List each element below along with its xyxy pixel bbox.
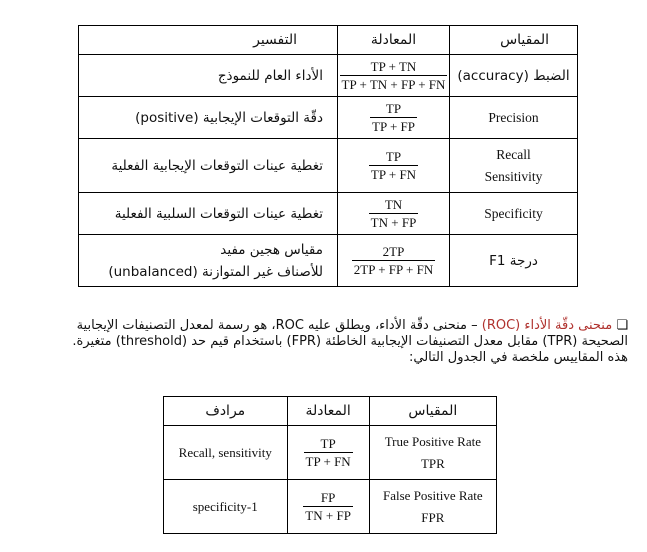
denominator: TP + FP — [372, 119, 415, 134]
metric-line-2: FPR — [421, 509, 445, 525]
roc-metrics-table — [163, 396, 497, 534]
table-row-precision — [79, 97, 578, 139]
explanation-cell: تغطية عينات التوقعات السلبية الفعلية — [79, 193, 338, 235]
numerator: 2TP — [382, 244, 405, 259]
fraction — [369, 148, 418, 183]
numerator: TP + TN — [370, 59, 417, 74]
roc-paragraph — [36, 318, 628, 366]
header-formula: المعادلة — [287, 397, 369, 426]
roc-highlight: منحنى دقّة الأداء (ROC) — [481, 318, 613, 333]
numerator: TP — [320, 436, 336, 451]
header-metric: المقياس — [449, 26, 577, 55]
table-row-tpr — [164, 426, 497, 480]
synonym-cell: Recall, sensitivity — [164, 426, 288, 480]
table-row-fpr — [164, 480, 497, 534]
fraction — [370, 100, 417, 135]
metric-cell: درجة F1 — [449, 235, 577, 287]
formula-cell — [287, 480, 369, 534]
metric-cell: Specificity — [449, 193, 577, 235]
metric-line-2: TPR — [420, 455, 445, 471]
denominator: 2TP + FP + FN — [353, 262, 434, 277]
explanation-line-1: مقياس هجين مفيد — [220, 241, 323, 258]
denominator: TN + FP — [370, 215, 417, 230]
formula-cell — [338, 193, 450, 235]
header-explanation: التفسير — [79, 26, 338, 55]
formula-cell — [338, 139, 450, 193]
metrics-table — [78, 25, 578, 287]
table-row-specificity — [79, 193, 578, 235]
fraction — [352, 243, 435, 278]
fraction — [303, 489, 353, 524]
numerator: TP — [385, 101, 402, 116]
explanation-cell: تغطية عينات التوقعات الإيجابية الفعلية — [79, 139, 338, 193]
denominator: TP + TN + FP + FN — [341, 77, 446, 92]
metric-cell — [369, 426, 496, 480]
metric-line-1: Recall — [496, 146, 531, 162]
metric-cell — [369, 480, 496, 534]
denominator: TP + FN — [305, 454, 351, 469]
formula-cell — [338, 55, 450, 97]
formula-cell — [338, 97, 450, 139]
table-row-accuracy — [79, 55, 578, 97]
formula-cell — [338, 235, 450, 287]
metric-line-1: True Positive Rate — [384, 433, 482, 449]
fraction — [369, 196, 419, 231]
explanation-cell — [79, 235, 338, 287]
numerator: TP — [385, 149, 402, 164]
formula-cell — [287, 426, 369, 480]
paragraph-line-1 — [36, 318, 628, 334]
paragraph-line-3: هذه المقاييس ملخصة في الجدول التالي: — [409, 350, 628, 365]
table-header-row — [164, 397, 497, 426]
metric-cell: الضبط (accuracy) — [449, 55, 577, 97]
synonym-cell: 1-specificity — [164, 480, 288, 534]
table-row-f1 — [79, 235, 578, 287]
table-header-row — [79, 26, 578, 55]
explanation-cell: دقّة التوقعات الإيجابية (positive) — [79, 97, 338, 139]
header-formula: المعادلة — [338, 26, 450, 55]
denominator: TP + FN — [370, 167, 417, 182]
explanation-cell: الأداء العام للنموذج — [79, 55, 338, 97]
numerator: TN — [384, 197, 403, 212]
metric-line-2: Sensitivity — [484, 168, 543, 184]
metric-cell — [449, 139, 577, 193]
metric-line-1: False Positive Rate — [383, 487, 483, 503]
paragraph-line-2: الصحيحة (TPR) مقابل معدل التصنيفات الإيجابية الخاطئة (FPR) باستخدام قيم حد (threshold) متغيرة. — [72, 334, 628, 349]
denominator: TN + FP — [305, 508, 351, 523]
table-row-recall — [79, 139, 578, 193]
fraction — [304, 435, 353, 470]
paragraph-line-1-text: – منحنى دقّة الأداء، ويطلق عليه ROC، هو رسمة لمعدل التصنيفات الإيجابية — [76, 318, 482, 333]
metric-cell: Precision — [449, 97, 577, 139]
numerator: FP — [320, 490, 336, 505]
explanation-line-2: للأصناف غير المتوازنة (unbalanced) — [108, 263, 323, 280]
fraction — [340, 58, 448, 93]
header-synonym: مرادف — [164, 397, 288, 426]
header-metric: المقياس — [369, 397, 496, 426]
checkbox-bullet-icon: ❏ — [616, 318, 628, 333]
